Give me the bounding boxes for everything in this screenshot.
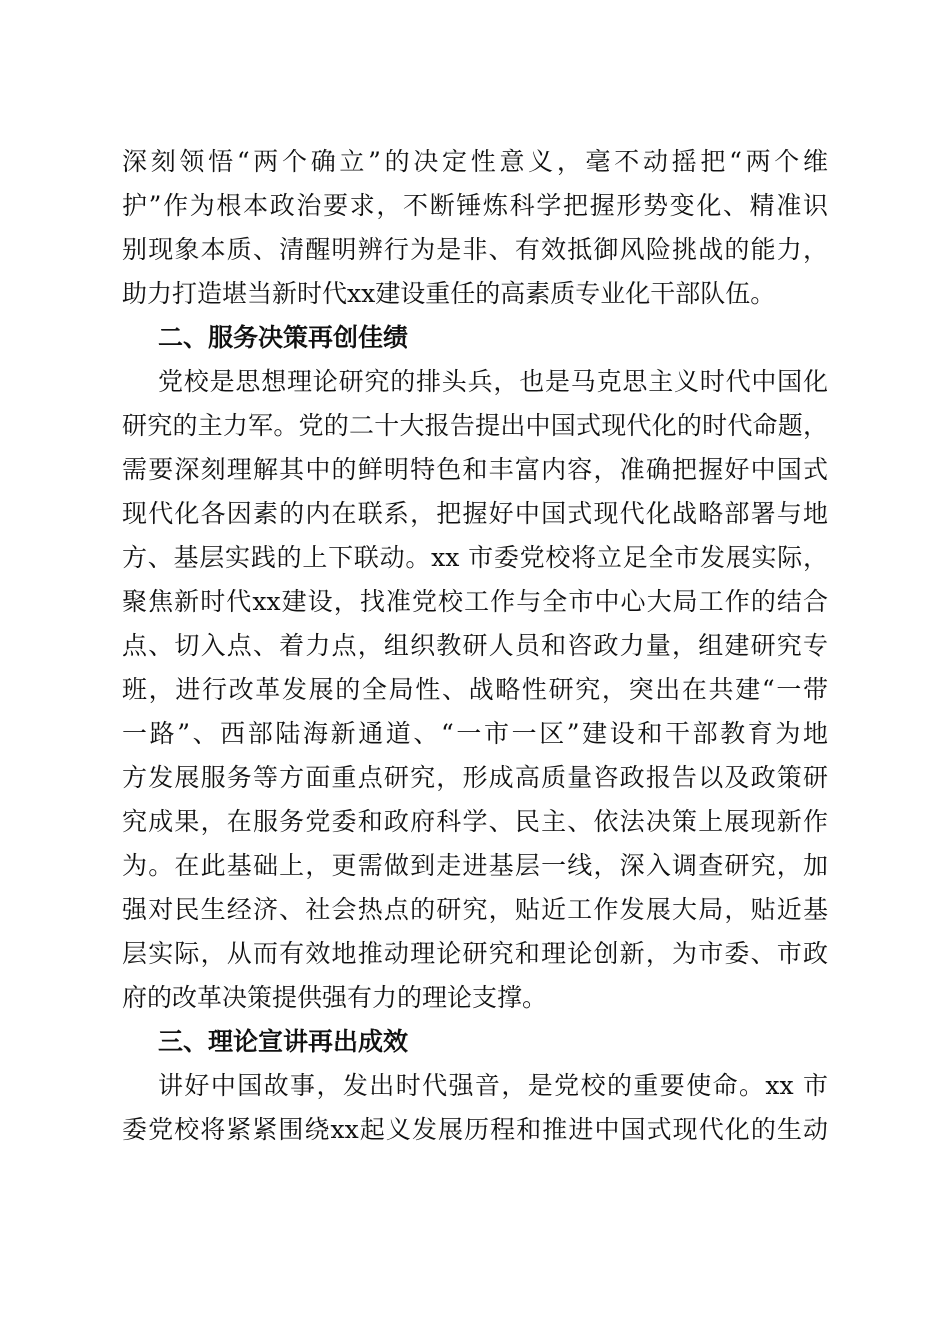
text-line: 委党校将紧紧围绕xx起义发展历程和推进中国式现代化的生动 <box>122 1115 828 1144</box>
text-line: 党校是思想理论研究的排头兵，也是马克思主义时代中国化 <box>158 367 828 396</box>
text-line: 别现象本质、清醒明辨行为是非、有效抵御风险挑战的能力， <box>122 235 828 264</box>
text-line: 深刻领悟“两个确立”的决定性意义，毫不动摇把“两个维 <box>122 147 828 176</box>
text-line: 究成果，在服务党委和政府科学、民主、依法决策上展现新作 <box>122 807 828 836</box>
text-line: 聚焦新时代xx建设，找准党校工作与全市中心大局工作的结合 <box>122 587 828 616</box>
text-line: 研究的主力军。党的二十大报告提出中国式现代化的时代命题， <box>122 411 828 440</box>
text-line: 一路”、西部陆海新通道、“一市一区”建设和干部教育为地 <box>122 719 828 748</box>
text-line: 层实际，从而有效地推动理论研究和理论创新，为市委、市政 <box>122 939 828 968</box>
paragraph-1 <box>122 140 828 316</box>
text-line: 方发展服务等方面重点研究，形成高质量咨政报告以及政策研 <box>122 763 828 792</box>
text-line: 现代化各因素的内在联系，把握好中国式现代化战略部署与地 <box>122 499 828 528</box>
section-3-body <box>122 1064 828 1152</box>
text-line: 府的改革决策提供强有力的理论支撑。 <box>122 983 548 1012</box>
text-line: 班，进行改革发展的全局性、战略性研究，突出在共建“一带 <box>122 675 828 704</box>
text-line: 助力打造堪当新时代xx建设重任的高素质专业化干部队伍。 <box>122 279 776 308</box>
text-line: 为。在此基础上，更需做到走进基层一线，深入调查研究，加 <box>122 851 828 880</box>
document-page <box>122 140 828 1152</box>
text-line: 讲好中国故事，发出时代强音，是党校的重要使命。xx 市 <box>158 1071 828 1100</box>
text-line: 护”作为根本政治要求，不断锤炼科学把握形势变化、精准识 <box>122 191 828 220</box>
section-heading-3: 三、理论宣讲再出成效 <box>158 1027 409 1056</box>
text-line: 点、切入点、着力点，组织教研人员和咨政力量，组建研究专 <box>122 631 828 660</box>
text-line: 强对民生经济、社会热点的研究，贴近工作发展大局，贴近基 <box>122 895 828 924</box>
section-heading-2: 二、服务决策再创佳绩 <box>158 323 409 352</box>
text-line: 方、基层实践的上下联动。xx 市委党校将立足全市发展实际， <box>122 543 828 572</box>
text-line: 需要深刻理解其中的鲜明特色和丰富内容，准确把握好中国式 <box>122 455 828 484</box>
section-2-body <box>122 360 828 1020</box>
